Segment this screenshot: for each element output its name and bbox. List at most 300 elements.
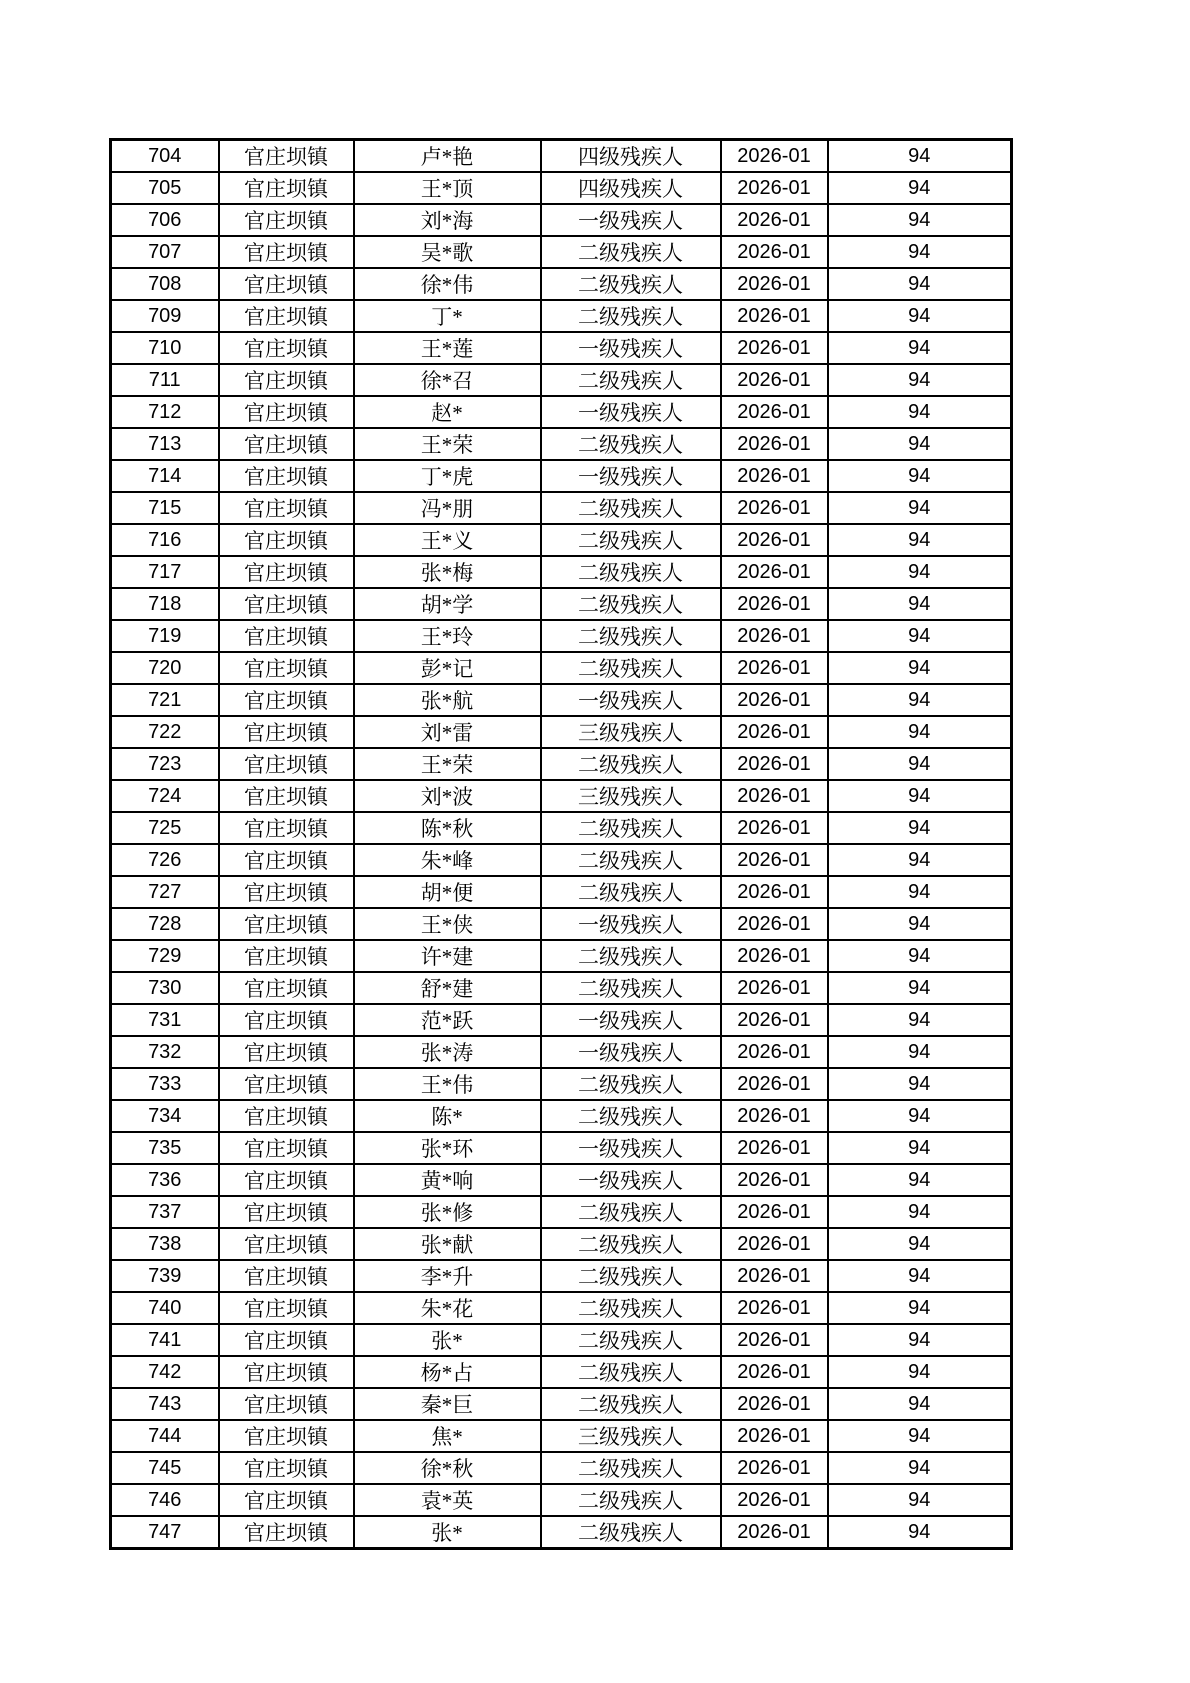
cell-disability-level: 二级残疾人 — [541, 1388, 721, 1420]
table-row — [111, 748, 1012, 780]
cell-name: 张*环 — [354, 1132, 541, 1164]
cell-serial-number: 723 — [111, 748, 219, 780]
cell-serial-number: 707 — [111, 236, 219, 268]
table-row — [111, 1036, 1012, 1068]
cell-town: 官庄坝镇 — [219, 652, 354, 684]
cell-serial-number: 704 — [111, 140, 219, 173]
cell-disability-level: 一级残疾人 — [541, 460, 721, 492]
cell-disability-level: 二级残疾人 — [541, 940, 721, 972]
cell-town: 官庄坝镇 — [219, 1100, 354, 1132]
cell-disability-level: 二级残疾人 — [541, 588, 721, 620]
cell-serial-number: 740 — [111, 1292, 219, 1324]
cell-amount: 94 — [828, 428, 1012, 460]
cell-serial-number: 732 — [111, 1036, 219, 1068]
cell-month: 2026-01 — [721, 492, 828, 524]
table-row — [111, 1420, 1012, 1452]
table-row — [111, 1260, 1012, 1292]
table-row — [111, 1100, 1012, 1132]
cell-name: 王*伟 — [354, 1068, 541, 1100]
cell-month: 2026-01 — [721, 1356, 828, 1388]
cell-name: 张*涛 — [354, 1036, 541, 1068]
table-row — [111, 460, 1012, 492]
cell-disability-level: 二级残疾人 — [541, 1068, 721, 1100]
table-row — [111, 300, 1012, 332]
cell-town: 官庄坝镇 — [219, 140, 354, 173]
cell-name: 王*荣 — [354, 748, 541, 780]
cell-serial-number: 738 — [111, 1228, 219, 1260]
cell-month: 2026-01 — [721, 524, 828, 556]
cell-name: 彭*记 — [354, 652, 541, 684]
table-row — [111, 204, 1012, 236]
cell-month: 2026-01 — [721, 1228, 828, 1260]
table-row — [111, 684, 1012, 716]
cell-serial-number: 737 — [111, 1196, 219, 1228]
cell-amount: 94 — [828, 1420, 1012, 1452]
cell-town: 官庄坝镇 — [219, 236, 354, 268]
cell-name: 王*侠 — [354, 908, 541, 940]
cell-name: 朱*峰 — [354, 844, 541, 876]
cell-disability-level: 二级残疾人 — [541, 492, 721, 524]
table-row — [111, 908, 1012, 940]
table-row — [111, 876, 1012, 908]
cell-serial-number: 720 — [111, 652, 219, 684]
cell-month: 2026-01 — [721, 1484, 828, 1516]
cell-town: 官庄坝镇 — [219, 364, 354, 396]
cell-month: 2026-01 — [721, 556, 828, 588]
cell-serial-number: 715 — [111, 492, 219, 524]
cell-town: 官庄坝镇 — [219, 268, 354, 300]
table-row — [111, 588, 1012, 620]
cell-amount: 94 — [828, 524, 1012, 556]
cell-month: 2026-01 — [721, 1388, 828, 1420]
cell-month: 2026-01 — [721, 1004, 828, 1036]
cell-town: 官庄坝镇 — [219, 1228, 354, 1260]
cell-month: 2026-01 — [721, 1420, 828, 1452]
cell-disability-level: 三级残疾人 — [541, 780, 721, 812]
cell-amount: 94 — [828, 236, 1012, 268]
cell-name: 冯*朋 — [354, 492, 541, 524]
cell-town: 官庄坝镇 — [219, 908, 354, 940]
cell-disability-level: 一级残疾人 — [541, 1132, 721, 1164]
cell-disability-level: 二级残疾人 — [541, 364, 721, 396]
cell-name: 张*梅 — [354, 556, 541, 588]
cell-disability-level: 二级残疾人 — [541, 748, 721, 780]
cell-serial-number: 739 — [111, 1260, 219, 1292]
cell-amount: 94 — [828, 1324, 1012, 1356]
table-row — [111, 1324, 1012, 1356]
cell-name: 张*修 — [354, 1196, 541, 1228]
cell-month: 2026-01 — [721, 332, 828, 364]
cell-month: 2026-01 — [721, 1036, 828, 1068]
benefit-table — [109, 138, 1013, 1550]
cell-name: 舒*建 — [354, 972, 541, 1004]
table-row — [111, 172, 1012, 204]
cell-disability-level: 一级残疾人 — [541, 908, 721, 940]
cell-disability-level: 一级残疾人 — [541, 1004, 721, 1036]
cell-name: 刘*海 — [354, 204, 541, 236]
cell-serial-number: 713 — [111, 428, 219, 460]
cell-name: 王*玲 — [354, 620, 541, 652]
cell-month: 2026-01 — [721, 1452, 828, 1484]
cell-disability-level: 一级残疾人 — [541, 684, 721, 716]
cell-disability-level: 二级残疾人 — [541, 1100, 721, 1132]
cell-serial-number: 742 — [111, 1356, 219, 1388]
cell-town: 官庄坝镇 — [219, 524, 354, 556]
cell-disability-level: 三级残疾人 — [541, 716, 721, 748]
cell-town: 官庄坝镇 — [219, 1292, 354, 1324]
cell-serial-number: 705 — [111, 172, 219, 204]
cell-month: 2026-01 — [721, 364, 828, 396]
cell-serial-number: 724 — [111, 780, 219, 812]
cell-disability-level: 二级残疾人 — [541, 1292, 721, 1324]
cell-amount: 94 — [828, 300, 1012, 332]
cell-serial-number: 736 — [111, 1164, 219, 1196]
cell-amount: 94 — [828, 1228, 1012, 1260]
cell-month: 2026-01 — [721, 204, 828, 236]
cell-month: 2026-01 — [721, 1324, 828, 1356]
table-row — [111, 140, 1012, 173]
cell-serial-number: 721 — [111, 684, 219, 716]
cell-name: 刘*雷 — [354, 716, 541, 748]
table-row — [111, 428, 1012, 460]
cell-town: 官庄坝镇 — [219, 812, 354, 844]
cell-amount: 94 — [828, 396, 1012, 428]
cell-amount: 94 — [828, 140, 1012, 173]
cell-town: 官庄坝镇 — [219, 396, 354, 428]
cell-disability-level: 二级残疾人 — [541, 300, 721, 332]
benefit-table-body — [111, 140, 1012, 1549]
table-row — [111, 492, 1012, 524]
table-row — [111, 716, 1012, 748]
cell-amount: 94 — [828, 780, 1012, 812]
cell-month: 2026-01 — [721, 1292, 828, 1324]
table-row — [111, 396, 1012, 428]
cell-amount: 94 — [828, 1484, 1012, 1516]
table-row — [111, 524, 1012, 556]
cell-disability-level: 一级残疾人 — [541, 332, 721, 364]
cell-disability-level: 二级残疾人 — [541, 1356, 721, 1388]
cell-serial-number: 730 — [111, 972, 219, 1004]
cell-name: 许*建 — [354, 940, 541, 972]
table-row — [111, 620, 1012, 652]
cell-town: 官庄坝镇 — [219, 972, 354, 1004]
cell-town: 官庄坝镇 — [219, 1484, 354, 1516]
cell-name: 杨*占 — [354, 1356, 541, 1388]
cell-name: 张* — [354, 1516, 541, 1549]
cell-month: 2026-01 — [721, 460, 828, 492]
cell-name: 丁* — [354, 300, 541, 332]
cell-name: 徐*召 — [354, 364, 541, 396]
cell-month: 2026-01 — [721, 1132, 828, 1164]
cell-town: 官庄坝镇 — [219, 1452, 354, 1484]
cell-disability-level: 二级残疾人 — [541, 1228, 721, 1260]
cell-month: 2026-01 — [721, 1068, 828, 1100]
cell-serial-number: 725 — [111, 812, 219, 844]
cell-amount: 94 — [828, 1004, 1012, 1036]
cell-serial-number: 712 — [111, 396, 219, 428]
cell-serial-number: 711 — [111, 364, 219, 396]
cell-serial-number: 734 — [111, 1100, 219, 1132]
cell-disability-level: 一级残疾人 — [541, 204, 721, 236]
cell-serial-number: 744 — [111, 1420, 219, 1452]
cell-serial-number: 735 — [111, 1132, 219, 1164]
cell-month: 2026-01 — [721, 812, 828, 844]
table-row — [111, 1132, 1012, 1164]
cell-name: 张*献 — [354, 1228, 541, 1260]
cell-amount: 94 — [828, 908, 1012, 940]
cell-amount: 94 — [828, 460, 1012, 492]
table-row — [111, 1356, 1012, 1388]
cell-serial-number: 716 — [111, 524, 219, 556]
cell-name: 张* — [354, 1324, 541, 1356]
table-row — [111, 652, 1012, 684]
cell-town: 官庄坝镇 — [219, 1420, 354, 1452]
cell-town: 官庄坝镇 — [219, 460, 354, 492]
cell-month: 2026-01 — [721, 428, 828, 460]
cell-town: 官庄坝镇 — [219, 844, 354, 876]
cell-town: 官庄坝镇 — [219, 716, 354, 748]
cell-amount: 94 — [828, 1388, 1012, 1420]
cell-town: 官庄坝镇 — [219, 172, 354, 204]
cell-town: 官庄坝镇 — [219, 1260, 354, 1292]
cell-month: 2026-01 — [721, 236, 828, 268]
cell-amount: 94 — [828, 588, 1012, 620]
cell-month: 2026-01 — [721, 396, 828, 428]
cell-month: 2026-01 — [721, 1164, 828, 1196]
cell-serial-number: 717 — [111, 556, 219, 588]
cell-serial-number: 729 — [111, 940, 219, 972]
cell-amount: 94 — [828, 940, 1012, 972]
cell-disability-level: 二级残疾人 — [541, 1260, 721, 1292]
cell-town: 官庄坝镇 — [219, 1164, 354, 1196]
cell-town: 官庄坝镇 — [219, 300, 354, 332]
cell-amount: 94 — [828, 620, 1012, 652]
cell-name: 赵* — [354, 396, 541, 428]
cell-disability-level: 二级残疾人 — [541, 1324, 721, 1356]
cell-amount: 94 — [828, 1132, 1012, 1164]
cell-town: 官庄坝镇 — [219, 1196, 354, 1228]
cell-amount: 94 — [828, 812, 1012, 844]
cell-month: 2026-01 — [721, 652, 828, 684]
table-row — [111, 1164, 1012, 1196]
cell-serial-number: 741 — [111, 1324, 219, 1356]
cell-month: 2026-01 — [721, 684, 828, 716]
cell-town: 官庄坝镇 — [219, 588, 354, 620]
cell-disability-level: 二级残疾人 — [541, 236, 721, 268]
cell-name: 袁*英 — [354, 1484, 541, 1516]
cell-name: 陈*秋 — [354, 812, 541, 844]
cell-town: 官庄坝镇 — [219, 1132, 354, 1164]
cell-town: 官庄坝镇 — [219, 428, 354, 460]
cell-name: 徐*伟 — [354, 268, 541, 300]
cell-amount: 94 — [828, 556, 1012, 588]
cell-serial-number: 719 — [111, 620, 219, 652]
cell-serial-number: 728 — [111, 908, 219, 940]
cell-month: 2026-01 — [721, 1260, 828, 1292]
cell-amount: 94 — [828, 1164, 1012, 1196]
cell-amount: 94 — [828, 1516, 1012, 1549]
cell-town: 官庄坝镇 — [219, 684, 354, 716]
cell-disability-level: 二级残疾人 — [541, 1484, 721, 1516]
cell-serial-number: 710 — [111, 332, 219, 364]
cell-serial-number: 706 — [111, 204, 219, 236]
cell-disability-level: 一级残疾人 — [541, 1164, 721, 1196]
cell-amount: 94 — [828, 748, 1012, 780]
cell-name: 焦* — [354, 1420, 541, 1452]
cell-amount: 94 — [828, 876, 1012, 908]
cell-town: 官庄坝镇 — [219, 1388, 354, 1420]
cell-name: 胡*学 — [354, 588, 541, 620]
cell-month: 2026-01 — [721, 1516, 828, 1549]
table-row — [111, 1388, 1012, 1420]
cell-amount: 94 — [828, 1356, 1012, 1388]
cell-town: 官庄坝镇 — [219, 1036, 354, 1068]
cell-disability-level: 二级残疾人 — [541, 1516, 721, 1549]
cell-month: 2026-01 — [721, 908, 828, 940]
cell-disability-level: 二级残疾人 — [541, 1452, 721, 1484]
table-row — [111, 332, 1012, 364]
cell-disability-level: 二级残疾人 — [541, 844, 721, 876]
cell-name: 王*顶 — [354, 172, 541, 204]
cell-month: 2026-01 — [721, 716, 828, 748]
table-row — [111, 236, 1012, 268]
cell-town: 官庄坝镇 — [219, 332, 354, 364]
cell-town: 官庄坝镇 — [219, 1068, 354, 1100]
cell-name: 卢*艳 — [354, 140, 541, 173]
table-row — [111, 1196, 1012, 1228]
cell-month: 2026-01 — [721, 844, 828, 876]
cell-name: 丁*虎 — [354, 460, 541, 492]
table-row — [111, 940, 1012, 972]
cell-serial-number: 747 — [111, 1516, 219, 1549]
cell-town: 官庄坝镇 — [219, 1324, 354, 1356]
cell-disability-level: 二级残疾人 — [541, 268, 721, 300]
table-row — [111, 556, 1012, 588]
cell-name: 胡*便 — [354, 876, 541, 908]
cell-month: 2026-01 — [721, 620, 828, 652]
cell-amount: 94 — [828, 204, 1012, 236]
cell-town: 官庄坝镇 — [219, 1516, 354, 1549]
cell-name: 陈* — [354, 1100, 541, 1132]
cell-serial-number: 731 — [111, 1004, 219, 1036]
cell-town: 官庄坝镇 — [219, 620, 354, 652]
cell-name: 朱*花 — [354, 1292, 541, 1324]
table-row — [111, 1292, 1012, 1324]
cell-amount: 94 — [828, 1036, 1012, 1068]
table-row — [111, 844, 1012, 876]
cell-month: 2026-01 — [721, 876, 828, 908]
cell-disability-level: 一级残疾人 — [541, 396, 721, 428]
cell-amount: 94 — [828, 332, 1012, 364]
cell-serial-number: 722 — [111, 716, 219, 748]
table-sheet — [109, 138, 1013, 1550]
cell-serial-number: 733 — [111, 1068, 219, 1100]
cell-amount: 94 — [828, 972, 1012, 1004]
cell-amount: 94 — [828, 268, 1012, 300]
cell-amount: 94 — [828, 684, 1012, 716]
cell-name: 王*莲 — [354, 332, 541, 364]
table-row — [111, 1484, 1012, 1516]
cell-name: 王*荣 — [354, 428, 541, 460]
cell-month: 2026-01 — [721, 780, 828, 812]
cell-disability-level: 三级残疾人 — [541, 1420, 721, 1452]
cell-amount: 94 — [828, 1452, 1012, 1484]
cell-town: 官庄坝镇 — [219, 492, 354, 524]
cell-name: 秦*巨 — [354, 1388, 541, 1420]
cell-month: 2026-01 — [721, 172, 828, 204]
cell-disability-level: 二级残疾人 — [541, 812, 721, 844]
table-row — [111, 1004, 1012, 1036]
cell-town: 官庄坝镇 — [219, 1356, 354, 1388]
cell-name: 李*升 — [354, 1260, 541, 1292]
cell-name: 王*义 — [354, 524, 541, 556]
cell-disability-level: 二级残疾人 — [541, 428, 721, 460]
cell-name: 张*航 — [354, 684, 541, 716]
cell-disability-level: 二级残疾人 — [541, 876, 721, 908]
cell-month: 2026-01 — [721, 268, 828, 300]
cell-town: 官庄坝镇 — [219, 204, 354, 236]
table-row — [111, 1228, 1012, 1260]
cell-name: 徐*秋 — [354, 1452, 541, 1484]
cell-disability-level: 一级残疾人 — [541, 1036, 721, 1068]
cell-serial-number: 708 — [111, 268, 219, 300]
cell-amount: 94 — [828, 716, 1012, 748]
cell-serial-number: 718 — [111, 588, 219, 620]
cell-month: 2026-01 — [721, 140, 828, 173]
cell-town: 官庄坝镇 — [219, 940, 354, 972]
cell-town: 官庄坝镇 — [219, 556, 354, 588]
table-row — [111, 972, 1012, 1004]
cell-town: 官庄坝镇 — [219, 748, 354, 780]
cell-town: 官庄坝镇 — [219, 780, 354, 812]
table-row — [111, 364, 1012, 396]
cell-name: 刘*波 — [354, 780, 541, 812]
cell-serial-number: 726 — [111, 844, 219, 876]
table-row — [111, 1516, 1012, 1549]
cell-serial-number: 714 — [111, 460, 219, 492]
cell-name: 黄*响 — [354, 1164, 541, 1196]
cell-serial-number: 745 — [111, 1452, 219, 1484]
cell-town: 官庄坝镇 — [219, 876, 354, 908]
cell-name: 范*跃 — [354, 1004, 541, 1036]
table-row — [111, 1452, 1012, 1484]
cell-serial-number: 743 — [111, 1388, 219, 1420]
cell-month: 2026-01 — [721, 940, 828, 972]
cell-disability-level: 二级残疾人 — [541, 524, 721, 556]
cell-amount: 94 — [828, 1100, 1012, 1132]
cell-amount: 94 — [828, 1292, 1012, 1324]
cell-disability-level: 二级残疾人 — [541, 972, 721, 1004]
cell-disability-level: 二级残疾人 — [541, 556, 721, 588]
cell-disability-level: 二级残疾人 — [541, 652, 721, 684]
cell-month: 2026-01 — [721, 748, 828, 780]
cell-disability-level: 二级残疾人 — [541, 620, 721, 652]
table-row — [111, 812, 1012, 844]
cell-amount: 94 — [828, 844, 1012, 876]
cell-town: 官庄坝镇 — [219, 1004, 354, 1036]
cell-serial-number: 727 — [111, 876, 219, 908]
cell-serial-number: 746 — [111, 1484, 219, 1516]
table-row — [111, 1068, 1012, 1100]
cell-amount: 94 — [828, 1196, 1012, 1228]
table-row — [111, 268, 1012, 300]
cell-disability-level: 二级残疾人 — [541, 1196, 721, 1228]
cell-amount: 94 — [828, 1068, 1012, 1100]
cell-disability-level: 四级残疾人 — [541, 140, 721, 173]
cell-name: 吴*歌 — [354, 236, 541, 268]
cell-amount: 94 — [828, 492, 1012, 524]
cell-month: 2026-01 — [721, 972, 828, 1004]
